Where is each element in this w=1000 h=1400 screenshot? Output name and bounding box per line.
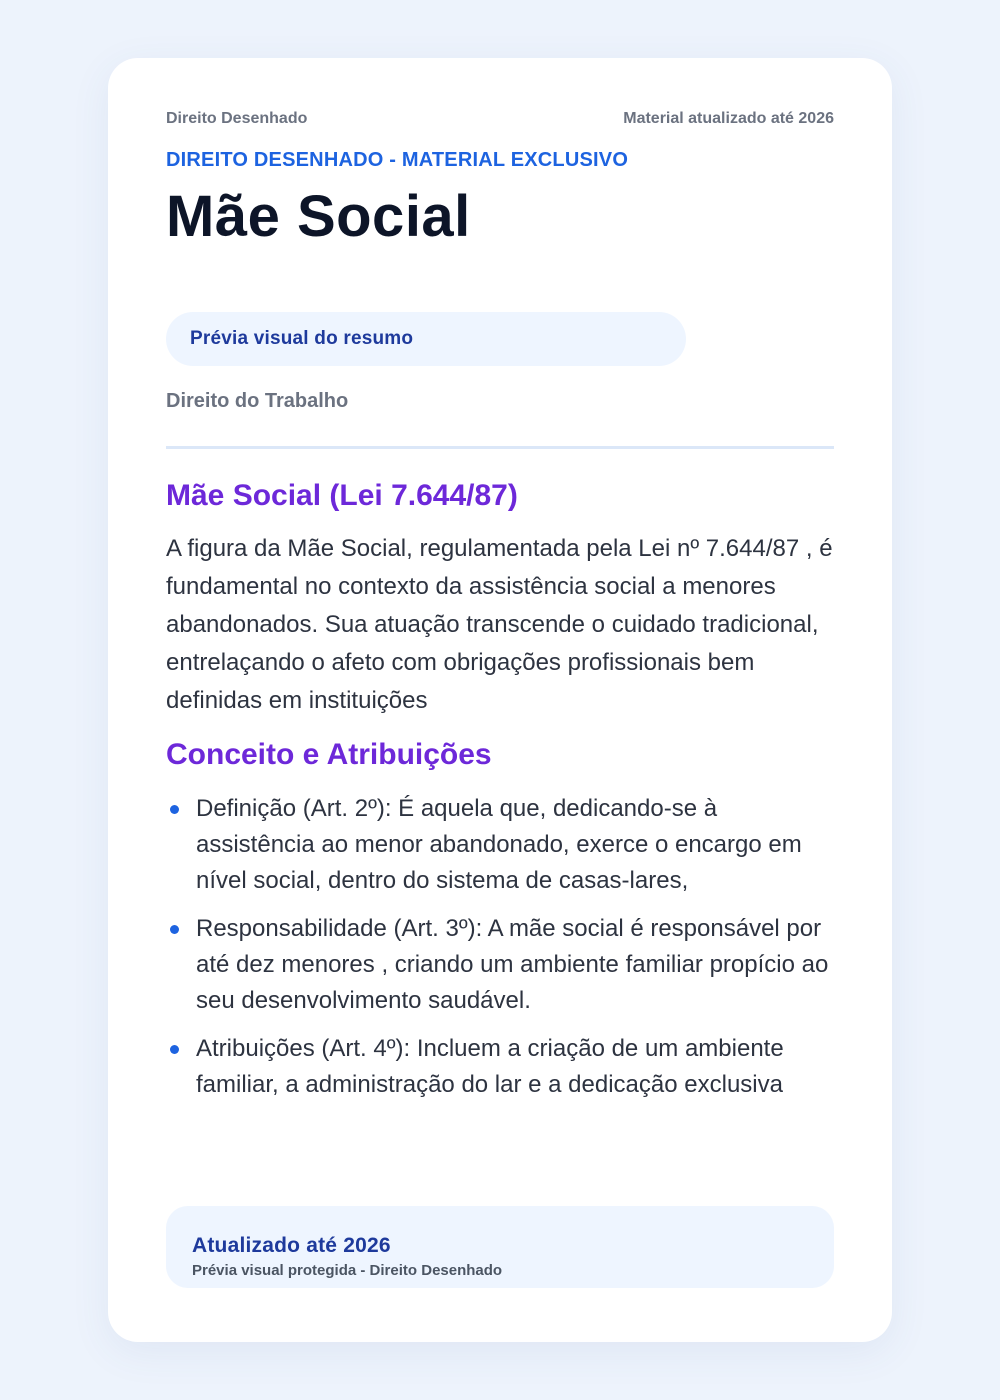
list-item-text: Definição (Art. 2º): É aquela que, dedicando-se à assistência ao menor abandonado, exerce o encargo em nível social, dentro do sistema de casas-lares, <box>196 795 802 894</box>
top-bar <box>166 109 834 129</box>
bullet-dot-icon <box>170 1045 179 1054</box>
bullet-dot-icon <box>170 925 179 934</box>
preview-badge <box>166 312 686 366</box>
page-title: Mãe Social <box>166 184 471 249</box>
updated-note: Material atualizado até 2026 <box>623 110 834 127</box>
intro-paragraph: A figura da Mãe Social, regulamentada pela Lei nº 7.644/87 , é fundamental no contexto da assistência social a menores abandonados. Sua atuação transcende o cuidado tradicional, entrelaçando o afeto com obrigações profissionais bem definidas em instituições <box>166 535 833 714</box>
subject-label: Direito do Trabalho <box>166 390 349 412</box>
section-heading-conceito: Conceito e Atribuições <box>166 738 492 771</box>
footer-subtitle: Prévia visual protegida - Direito Desenhado <box>192 1262 503 1279</box>
footer-box <box>166 1206 834 1288</box>
list-item-text: Atribuições (Art. 4º): Incluem a criação de um ambiente familiar, a administração do lar e a dedicação exclusiva <box>196 1035 784 1098</box>
preview-badge-label: Prévia visual do resumo <box>190 328 414 349</box>
list-item-text: Responsabilidade (Art. 3º): A mãe social é responsável por até dez menores , criando um ambiente familiar propício ao seu desenvolvimento saudável. <box>196 915 829 1014</box>
divider <box>166 446 834 449</box>
bullet-dot-icon <box>170 805 179 814</box>
list-item <box>166 791 838 899</box>
list-item <box>166 911 838 1019</box>
footer-title: Atualizado até 2026 <box>192 1234 391 1257</box>
summary-card <box>108 58 892 1342</box>
brand-label: Direito Desenhado <box>166 110 308 127</box>
section-heading-lei: Mãe Social (Lei 7.644/87) <box>166 479 518 512</box>
kicker-label: DIREITO DESENHADO - MATERIAL EXCLUSIVO <box>166 149 629 171</box>
attributions-list <box>166 791 838 1115</box>
list-item <box>166 1031 838 1103</box>
